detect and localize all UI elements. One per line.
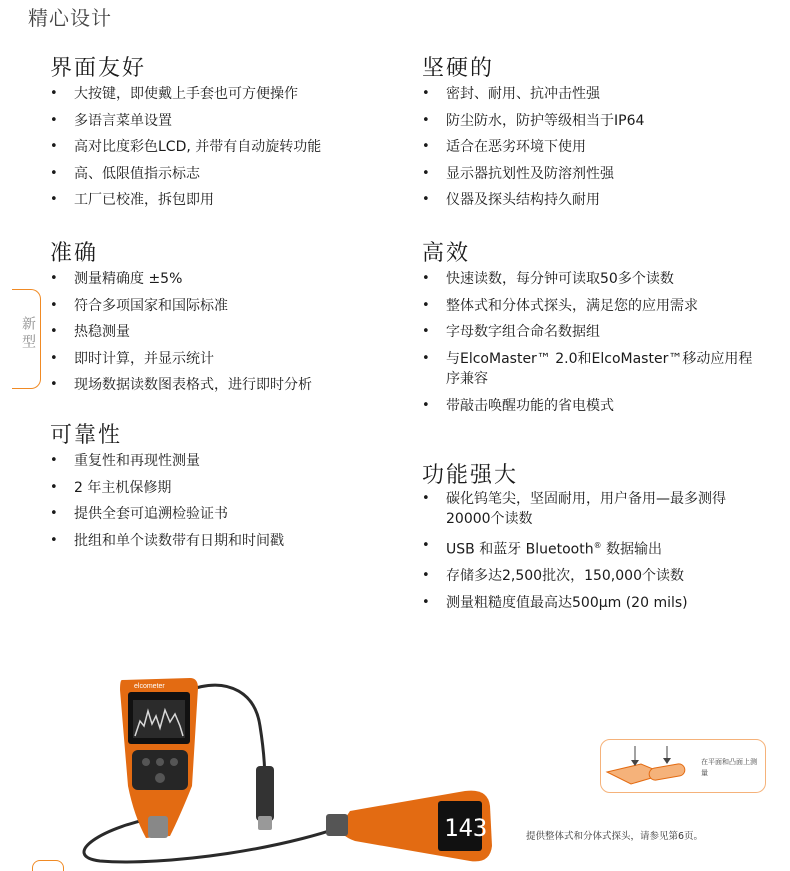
arrow-head-icon: [663, 758, 671, 764]
list-item: • 热稳测量: [50, 319, 312, 346]
list-efficient: [422, 266, 766, 419]
usb-bluetooth-suffix: 数据输出: [601, 541, 663, 558]
probe-reading: 143: [444, 814, 488, 842]
side-tab-label: 新型: [20, 316, 36, 352]
gauge-brand: elcometer: [134, 683, 165, 690]
gauge-key: [170, 758, 178, 766]
convex-surface: [648, 763, 686, 781]
list-accurate: [50, 266, 312, 399]
list-item: [422, 533, 766, 563]
list-item: • 高、低限值指示标志: [50, 161, 321, 188]
section-title-efficient: 高效: [422, 241, 471, 266]
gauge-integral-probe: [148, 816, 168, 838]
list-item: • 仪器及探头结构持久耐用: [422, 187, 644, 214]
section-title-rugged: 坚硬的: [422, 56, 495, 81]
list-item: • 防尘防水，防护等级相当于IP64: [422, 108, 644, 135]
list-item: • 现场数据读数图表格式，进行即时分析: [50, 372, 312, 399]
gauge-key: [155, 773, 165, 783]
list-item: • 提供全套可追溯检验证书: [50, 501, 284, 528]
side-tab: [12, 289, 41, 389]
list-powerful: [422, 486, 766, 616]
product-photo: [70, 666, 510, 867]
list-item: • 显示器抗划性及防溶剂性强: [422, 161, 644, 188]
corner-tab-mark: [32, 860, 64, 871]
section-title-accurate: 准确: [50, 241, 99, 266]
measure-surface-diagram: [600, 739, 766, 793]
list-item: • 测量粗糙度值最高达500μm (20 mils): [422, 590, 766, 617]
list-item: • 整体式和分体式探头，满足您的应用需求: [422, 293, 766, 320]
list-item: • 高对比度彩色LCD, 并带有自动旋转功能: [50, 134, 321, 161]
gauge-illustration: [70, 666, 510, 867]
section-title-reliable: 可靠性: [50, 423, 123, 448]
section-title-user-friendly: 界面友好: [50, 56, 147, 81]
list-item: • 即时计算，并显示统计: [50, 346, 312, 373]
page-title: 精心设计: [28, 6, 112, 30]
list-reliable: [50, 448, 284, 554]
surface-illustration: [601, 740, 699, 792]
list-item: • 快速读数，每分钟可读取50多个读数: [422, 266, 766, 293]
probe-caption: 提供整体式和分体式探头，请参见第6页。: [526, 831, 704, 842]
list-item: • 批组和单个读数带有日期和时间戳: [50, 528, 284, 555]
list-item: • 符合多项国家和国际标准: [50, 293, 312, 320]
gauge-key: [156, 758, 164, 766]
list-item: • 测量精确度 ±5%: [50, 266, 312, 293]
list-item: • 字母数字组合命名数据组: [422, 319, 766, 346]
list-item: • 密封、耐用、抗冲击性强: [422, 81, 644, 108]
list-item: • 多语言菜单设置: [50, 108, 321, 135]
usb-bluetooth-text: USB 和蓝牙 Bluetooth: [446, 541, 594, 558]
probe-tip: [326, 814, 348, 836]
registered-mark: ®: [593, 541, 602, 550]
list-item: • 适合在恶劣环境下使用: [422, 134, 644, 161]
list-item: • 存储多达2,500批次，150,000个读数: [422, 563, 766, 590]
list-item: • 重复性和再现性测量: [50, 448, 284, 475]
list-item: • 碳化钨笔尖，坚固耐用，用户备用—最多测得20000个读数: [422, 489, 766, 529]
list-rugged: [422, 81, 644, 214]
list-item: • 带敲击唤醒功能的省电模式: [422, 393, 766, 420]
list-item: • 工厂已校准，拆包即用: [50, 187, 321, 214]
section-title-powerful: 功能强大: [422, 463, 519, 488]
diagram-label: 在平面和凸面上测量: [701, 758, 757, 777]
probe-connector-tip: [258, 816, 272, 830]
probe-connector: [256, 766, 274, 821]
list-item: • 2 年主机保修期: [50, 475, 284, 502]
list-user-friendly: [50, 81, 321, 214]
gauge-key: [142, 758, 150, 766]
list-item: • 与ElcoMaster™ 2.0和ElcoMaster™移动应用程序兼容: [422, 349, 766, 389]
list-item: • 大按键，即使戴上手套也可方便操作: [50, 81, 321, 108]
gauge-keypad: [132, 750, 188, 790]
